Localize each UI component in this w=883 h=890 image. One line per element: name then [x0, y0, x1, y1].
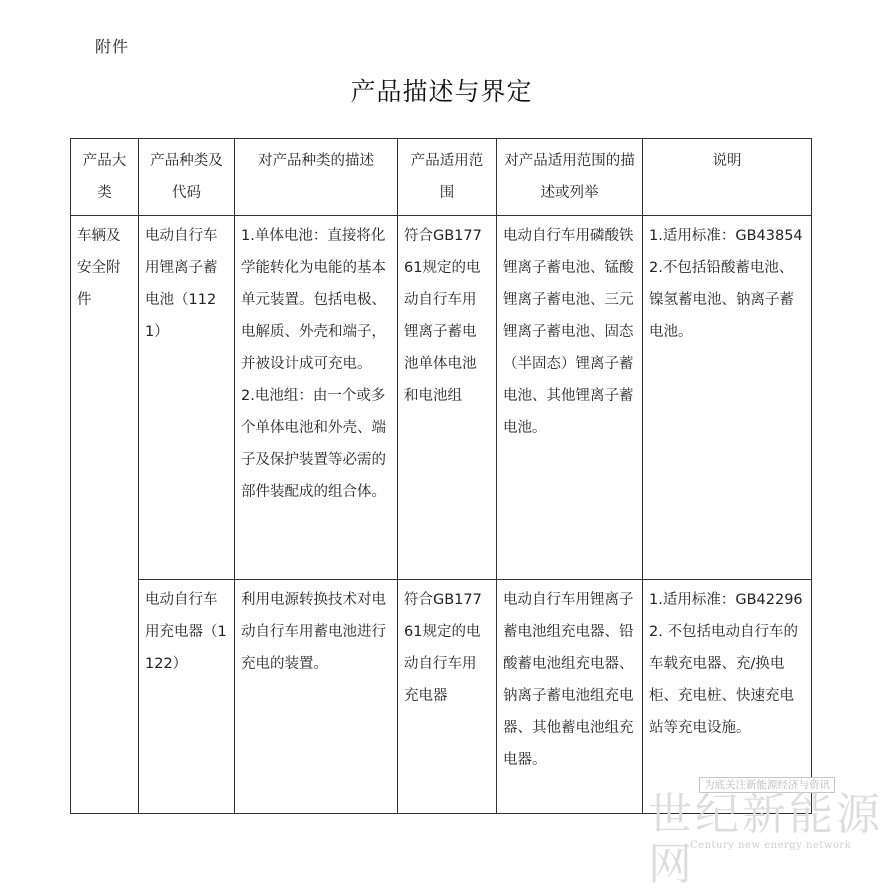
description-cell: 1.单体电池：直接将化学能转化为电能的基本单元装置。包括电极、电解质、外壳和端子，并被设计成可充电。 2.电池组：由一个或多个单体电池和外壳、端子及保护装置等必需的部件装配成的组合体。 — [235, 216, 398, 580]
page-title: 产品描述与界定 — [350, 77, 533, 106]
header-cell-description: 对产品种类的描述 — [235, 139, 398, 216]
scope-description-cell: 电动自行车用锂离子蓄电池组充电器、铅酸蓄电池组充电器、钠离子蓄电池组充电器、其他蓄电池组充电器。 — [497, 580, 643, 814]
category-cell: 车辆及安全附件 — [71, 216, 139, 814]
watermark-logo: 世纪新能源网 — [648, 789, 883, 890]
scope-description-cell: 电动自行车用磷酸铁锂离子蓄电池、锰酸锂离子蓄电池、三元锂离子蓄电池、固态（半固态）锂离子蓄电池、其他锂离子蓄电池。 — [497, 216, 643, 580]
product-type-cell: 电动自行车用充电器（1122） — [139, 580, 235, 814]
table-header-row — [71, 139, 812, 216]
header-cell-notes: 说明 — [643, 139, 812, 216]
table-row — [71, 216, 812, 580]
product-type-cell: 电动自行车用锂离子蓄电池（1121） — [139, 216, 235, 580]
scope-cell: 符合GB17761规定的电动自行车用锂离子蓄电池单体电池和电池组 — [398, 216, 497, 580]
description-cell: 利用电源转换技术对电动自行车用蓄电池进行充电的装置。 — [235, 580, 398, 814]
product-table — [70, 138, 812, 814]
header-cell-scope: 产品适用范围 — [398, 139, 497, 216]
appendix-label: 附件 — [95, 37, 130, 56]
notes-cell: 1.适用标准：GB43854 2.不包括铅酸蓄电池、镍氢蓄电池、钠离子蓄电池。 — [643, 216, 812, 580]
watermark-subtitle: Century new energy network — [690, 840, 852, 851]
scope-cell: 符合GB17761规定的电动自行车用充电器 — [398, 580, 497, 814]
header-cell-scope-description: 对产品适用范围的描述或列举 — [497, 139, 643, 216]
notes-cell: 1.适用标准：GB42296 2. 不包括电动自行车的车载充电器、充/换电柜、充电桩、快速充电站等充电设施。 — [643, 580, 812, 814]
watermark-caption: 为底关注新能源经济与资讯 — [699, 777, 835, 793]
header-cell-product-type: 产品种类及代码 — [139, 139, 235, 216]
header-cell-category: 产品大类 — [71, 139, 139, 216]
